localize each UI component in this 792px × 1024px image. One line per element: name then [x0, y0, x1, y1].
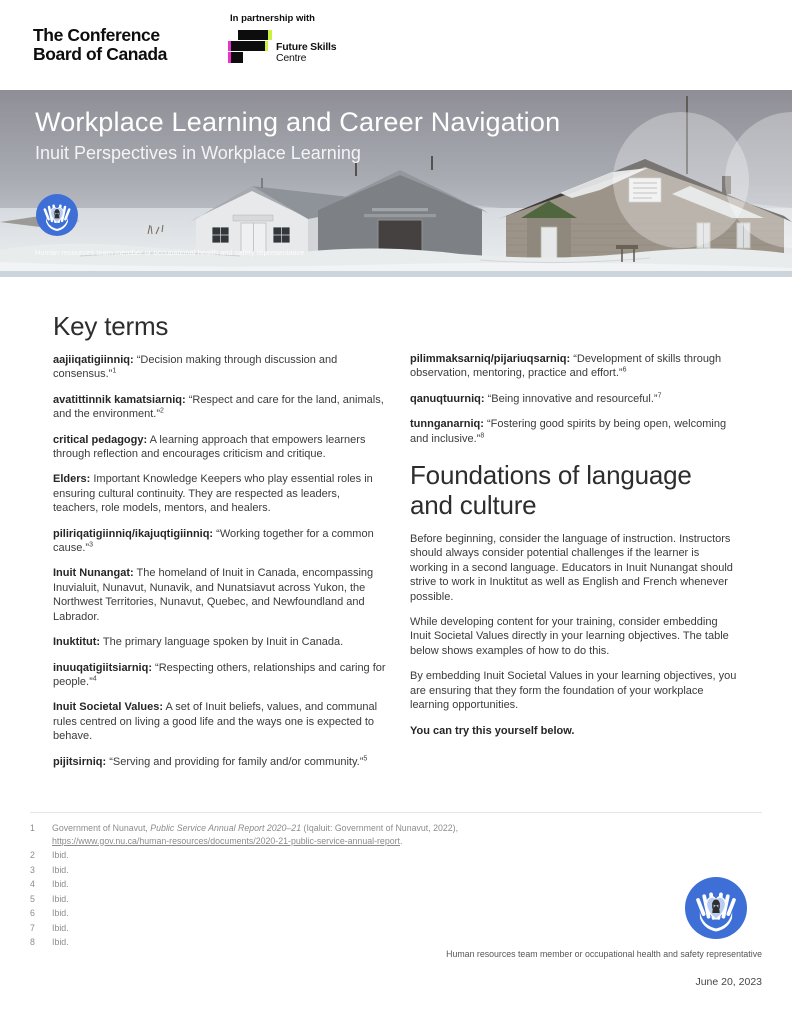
key-terms-column	[53, 311, 388, 780]
footnote-ref: 4	[92, 675, 97, 683]
term-definition: tunnganarniq: “Fostering good spirits by being open, welcoming and inclusive.”$^8$	[410, 418, 727, 445]
term-word: Inuit Nunangat:	[53, 567, 134, 580]
footnote-number: 8	[30, 937, 35, 947]
future-skills-logo-icon	[227, 30, 273, 64]
footnote	[30, 893, 762, 906]
term-word: tunnganarniq:	[410, 418, 484, 431]
term-word: pijitsirniq:	[53, 755, 107, 768]
term-definition: aajiiqatigiinniq: “Decision making through discussion and consensus.”$^1$	[53, 354, 338, 381]
footnote-ref: 3	[89, 541, 93, 549]
footnote-number: 7	[30, 922, 35, 933]
footnote	[30, 849, 762, 862]
term-definition: Elders: Important Knowledge Keepers who play essential roles in ensuring cultural continuity. They are respected as leaders, teachers, role models, mentors, and healers.	[53, 473, 373, 515]
footnote	[30, 864, 762, 877]
term-word: avatittinnik kamatsiarniq:	[53, 393, 186, 406]
footnote-number: 6	[30, 908, 35, 918]
page-header	[0, 0, 792, 90]
term-word: Inuit Societal Values:	[53, 701, 164, 714]
term-definition: Inuit Nunangat: The homeland of Inuit in Canada, encompassing Inuvialuit, Nunavut, Nunavik, and Nunatsiavut across Yukon, the Northwest Territories, Nunavut, Quebec, and Newfoundland and Labrador.	[53, 567, 374, 623]
footnote	[30, 878, 762, 891]
footnote-number: 2	[30, 850, 35, 860]
right-column	[410, 311, 740, 780]
footnotes-section	[30, 812, 762, 951]
term-word: Elders:	[53, 473, 91, 486]
footnote-ref: 1	[112, 367, 117, 375]
footnote-text: Ibid.	[52, 908, 69, 918]
foundations-heading-line1: Foundations of language	[410, 460, 692, 491]
footnote-ref: 5	[363, 754, 368, 762]
page-subtitle: Inuit Perspectives in Workplace Learning	[35, 143, 361, 163]
footnote-text: Government of Nunavut, Public Service Annual Report 2020–21 (Iqaluit: Government of Nunavut, 2022), https://www.gov.nu.ca/human-resources/documents/2020-21-public-service-annual-report.	[52, 823, 459, 846]
key-terms-list-left	[53, 353, 388, 769]
footnote-text: Ibid.	[52, 864, 69, 875]
conference-board-logo-line1: The Conference	[33, 25, 160, 45]
term-definition: Inuktitut: The primary language spoken by Inuit in Canada.	[53, 636, 344, 649]
paragraph: By embedding Inuit Societal Values in your learning objectives, you are ensuring that they form the foundation of your workplace learning opportunities.	[410, 670, 737, 712]
paragraph: Before beginning, consider the language of instruction. Instructors should always consider potential challenges if the learner is working in a second language. Educators in Inuit Nunangat should strive to work in Inuktitut as well as English and French whenever possible.	[410, 533, 733, 603]
footnote	[30, 907, 762, 920]
footnote-text: Ibid.	[52, 850, 69, 860]
foundations-heading	[410, 460, 740, 520]
term-word: piliriqatigiinniq/ikajuqtigiinniq:	[53, 527, 214, 540]
footnote	[30, 822, 762, 847]
footnote-number: 3	[30, 864, 35, 875]
page-title: Workplace Learning and Career Navigation	[35, 107, 561, 137]
footnote-number: 1	[30, 823, 35, 833]
foundations-heading-line2: and culture	[410, 490, 537, 521]
conference-board-logo-line2: Board of Canada	[33, 44, 168, 64]
footnote-title: Public Service Annual Report 2020–21	[150, 823, 302, 833]
term-word: aajiiqatigiinniq:	[53, 354, 134, 366]
term-definition: inuuqatigiitsiarniq: “Respecting others, relationships and caring for people.”$^4$	[53, 661, 386, 688]
hands-holding-person-icon	[36, 194, 78, 236]
footer-caption: Human resources team member or occupational health and safety representative	[446, 949, 762, 959]
future-skills-centre: Centre	[276, 51, 307, 64]
main-content	[53, 277, 740, 780]
paragraph: While developing content for your training, consider embedding Inuit Societal Values directly in your learning objectives. The table below shows examples of how to do this.	[410, 616, 729, 657]
term-word: Inuktitut:	[53, 636, 101, 649]
footnote-ref: 7	[657, 392, 662, 400]
term-word: critical pedagogy:	[53, 433, 148, 446]
foundations-paragraphs	[410, 532, 740, 712]
term-definition: piliriqatigiinniq/ikajuqtigiinniq: “Working together for a common cause.”$^3$	[53, 527, 374, 555]
partnership-label: In partnership with	[230, 13, 315, 24]
footnote	[30, 922, 762, 935]
footnote-number: 4	[30, 879, 35, 889]
footnote-number: 5	[30, 893, 35, 904]
footnote-ref: 2	[160, 407, 164, 415]
future-skills-logo	[276, 42, 336, 63]
footnote-text: Ibid.	[52, 937, 69, 947]
term-word: inuuqatigiitsiarniq:	[53, 661, 152, 674]
audience-caption: Human resources team member or occupational health and safety representative	[35, 248, 305, 257]
term-definition: pijitsirniq: “Serving and providing for family and/or community.”$^5$	[53, 754, 368, 768]
conference-board-logo	[33, 26, 167, 64]
term-word: pilimmaksarniq/pijariuqsarniq:	[410, 353, 571, 365]
term-definition: qanuqtuurniq: “Being innovative and resourceful.”$^7$	[410, 392, 662, 405]
term-definition: Inuit Societal Values: A set of Inuit beliefs, values, and communal rules centred on living a good life and the ways one is expected to behave.	[53, 701, 378, 743]
footnote-ref: 8	[480, 431, 485, 439]
key-terms-list-right	[410, 311, 740, 446]
footnote-text: Ibid.	[52, 922, 69, 933]
footnote-text: Ibid.	[52, 893, 69, 904]
try-yourself-note: You can try this yourself below.	[410, 724, 575, 737]
footnote-link[interactable]: https://www.gov.nu.ca/human-resources/documents/2020-21-public-service-annual-report	[52, 835, 400, 846]
term-definition: avatittinnik kamatsiarniq: “Respect and care for the land, animals, and the environment.”$^2$	[53, 393, 384, 421]
publication-date: June 20, 2023	[695, 976, 762, 988]
future-skills-name: Future Skills	[276, 41, 337, 53]
footnote-text: Ibid.	[52, 879, 69, 889]
term-word: qanuqtuurniq:	[410, 392, 485, 405]
footnote	[30, 936, 762, 949]
banner	[0, 90, 792, 277]
term-definition: critical pedagogy: A learning approach that empowers learners through reflection and encourages criticism and critique.	[53, 433, 366, 461]
term-definition: pilimmaksarniq/pijariuqsarniq: “Development of skills through observation, mentoring, practice and effort.”$^6$	[410, 353, 722, 380]
decorative-circles	[613, 112, 792, 248]
hands-holding-person-icon	[685, 877, 747, 939]
key-terms-heading: Key terms	[53, 311, 169, 341]
footnote-ref: 6	[622, 366, 627, 374]
